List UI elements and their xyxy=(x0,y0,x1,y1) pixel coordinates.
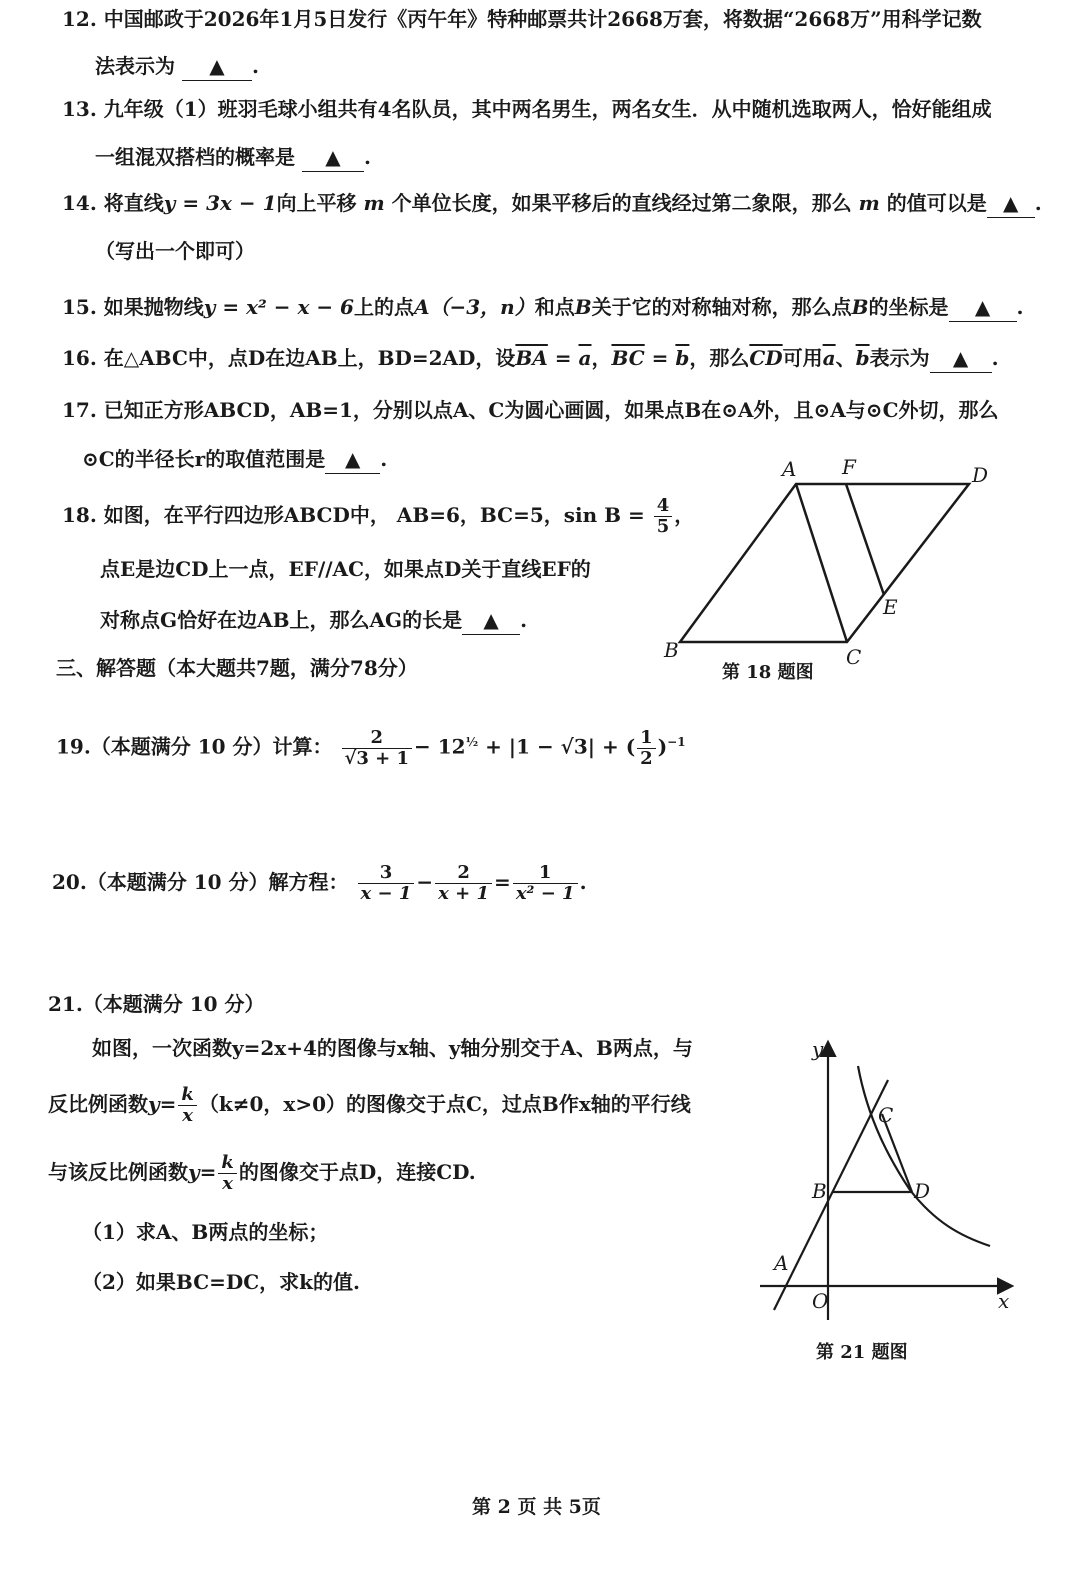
q18-line2 xyxy=(100,555,591,583)
answer-blank: ▲ xyxy=(462,606,520,635)
q16-vector-cd: $\overline{CD}$ xyxy=(749,346,783,370)
fraction-numerator: 3 xyxy=(358,863,415,884)
q16-vector-a: $\overline{a}$ xyxy=(578,346,592,370)
figure-18-caption: 第 18 题图 xyxy=(722,662,814,683)
answer-blank: ▲ xyxy=(930,344,992,373)
fraction-denominator: x xyxy=(182,1105,193,1126)
fraction-numerator: 1 xyxy=(513,863,578,884)
q13-number: 13. xyxy=(62,97,97,121)
q17-text-2: ⊙C的半径长r的取值范围是 xyxy=(82,447,326,471)
q15-text-1: 如果抛物线 xyxy=(103,295,204,319)
q14-var-m: m xyxy=(363,191,385,215)
q14-equation: y = 3x − 1 xyxy=(163,191,277,215)
fraction-numerator: k xyxy=(178,1085,196,1106)
q21-text-2b: （k≠0，x>0）的图像交于点C，过点B作x轴的平行线 xyxy=(198,1092,691,1116)
q20-fraction-3 xyxy=(513,863,578,904)
period: . xyxy=(380,447,388,471)
q18-number: 18. xyxy=(62,503,97,527)
q20-number: 20. xyxy=(52,870,87,894)
fraction-numerator: 1 xyxy=(637,728,656,749)
q16-vector-b: $\overline{b}$ xyxy=(855,346,870,370)
q17-text-1: 已知正方形ABCD，AB=1，分别以点A、C为圆心画圆，如果点B在⊙A外，且⊙A与⊙C外切，那么 xyxy=(103,398,999,422)
minus: − xyxy=(416,870,434,894)
q18-text-2: AB=6，BC=5，sin B = xyxy=(396,503,645,527)
section-3-heading xyxy=(56,654,418,682)
q19-number: 19. xyxy=(56,734,91,759)
q20-fraction-1 xyxy=(358,863,415,904)
q16-vector-b: $\overline{b}$ xyxy=(675,346,690,370)
q16-text-4: 表示为 xyxy=(869,346,930,370)
q12-line1 xyxy=(62,5,982,33)
q21-text: （本题满分 10 分） xyxy=(82,992,265,1016)
q13-line1 xyxy=(62,95,992,123)
q18-text-4: 对称点G恰好在边AB上，那么AG的长是 xyxy=(100,608,463,632)
q21-func-y: y= xyxy=(148,1092,177,1116)
fraction-numerator: k xyxy=(218,1153,236,1174)
q19-paren: ) xyxy=(657,734,668,759)
q21-line1 xyxy=(92,1034,693,1062)
period: . xyxy=(1016,295,1024,319)
label-o: O xyxy=(812,1289,829,1313)
label-a: A xyxy=(782,457,797,481)
comma: ， xyxy=(674,503,695,527)
page-footer xyxy=(472,1493,601,1521)
q12-text-1: 中国邮政于2026年1月5日发行《丙午年》特种邮票共计2668万套，将数据“2668万”用科学记数 xyxy=(103,7,982,31)
fraction-numerator: 2 xyxy=(342,728,413,749)
q14-text-c: 个单位长度，如果平移后的直线经过第二象限，那么 xyxy=(391,191,852,215)
q16-text-3: 可用 xyxy=(782,346,823,370)
label-c: C xyxy=(878,1103,894,1127)
label-d: D xyxy=(914,1179,931,1203)
equals: = xyxy=(644,346,676,370)
q18-text-3: 点E是边CD上一点，EF//AC，如果点D关于直线EF的 xyxy=(100,557,591,581)
period: . xyxy=(251,54,259,78)
q21-fraction-kx xyxy=(218,1153,236,1194)
page-number: 第 2 页 共 5页 xyxy=(472,1496,601,1518)
q21-text-3b: 的图像交于点D，连接CD. xyxy=(238,1160,476,1184)
q13-line2 xyxy=(95,143,371,172)
q15-number: 15. xyxy=(62,295,97,319)
answer-blank: ▲ xyxy=(325,445,380,474)
q13-text-1: 九年级（1）班羽毛球小组共有4名队员，其中两名男生，两名女生．从中随机选取两人，恰好能组成 xyxy=(103,97,992,121)
q16-text-2: ，那么 xyxy=(689,346,750,370)
separator: ， xyxy=(591,346,612,370)
q21-number: 21. xyxy=(48,992,83,1016)
q19-fraction-1 xyxy=(342,728,413,769)
label-x: x xyxy=(998,1289,1010,1313)
q16-vector-a: $\overline{a}$ xyxy=(822,346,836,370)
parallelogram-abcd xyxy=(680,484,969,642)
q15-line xyxy=(62,293,1023,322)
diagonal-ac xyxy=(796,484,847,642)
fraction-denominator: x xyxy=(222,1173,233,1194)
q14-text-d: 的值可以是 xyxy=(886,191,987,215)
q19-fraction-2 xyxy=(637,728,656,769)
q18-line3 xyxy=(100,606,527,635)
period: . xyxy=(1034,191,1042,215)
answer-blank: ▲ xyxy=(182,52,252,81)
q20-line xyxy=(52,862,587,904)
fraction-denominator: x + 1 xyxy=(438,883,490,904)
q21-text-2a: 反比例函数 xyxy=(48,1092,148,1116)
q21-line3 xyxy=(48,1150,476,1194)
equals: = xyxy=(494,870,511,894)
fraction-denominator: x² − 1 xyxy=(515,883,575,904)
q16-vector-bc: $\overline{BC}$ xyxy=(611,346,645,370)
q12-line2 xyxy=(95,52,259,81)
q18-text-1: 如图，在平行四边形ABCD中， xyxy=(103,503,390,527)
period: . xyxy=(579,870,587,894)
q15-equation: y = x² − x − 6 xyxy=(203,295,354,319)
q15-text-3: 和点 xyxy=(534,295,575,319)
q16-text-1: 在△ABC中，点D在边AB上，BD=2AD，设 xyxy=(103,346,516,370)
period: . xyxy=(991,346,999,370)
fraction-denominator: x − 1 xyxy=(360,883,412,904)
answer-blank: ▲ xyxy=(987,189,1035,218)
q14-text-2: （写出一个即可） xyxy=(95,239,255,263)
q21-subquestion-1: （1）求A、B两点的坐标； xyxy=(82,1220,329,1244)
q19-line xyxy=(56,722,686,769)
q14-line1 xyxy=(62,189,1042,218)
section-3-title: 三、解答题（本大题共7题，满分78分） xyxy=(56,656,418,680)
q20-fraction-2 xyxy=(435,863,492,904)
label-f: F xyxy=(842,455,856,479)
segment-ef xyxy=(846,484,884,595)
q19-term-3: + |1 − √3| + ( xyxy=(485,734,636,759)
q20-text: （本题满分 10 分）解方程： xyxy=(86,870,349,894)
q21-text-3a: 与该反比例函数 xyxy=(48,1160,188,1184)
figure-21-caption: 第 21 题图 xyxy=(816,1342,908,1363)
label-e: E xyxy=(883,595,898,619)
q21-subquestion-2: （2）如果BC=DC，求k的值. xyxy=(82,1270,360,1294)
q15-text-2: 上的点 xyxy=(353,295,414,319)
fraction-denominator: 5 xyxy=(656,516,670,537)
period: . xyxy=(363,145,371,169)
q15-point-a: A（−3，n） xyxy=(413,295,535,319)
q21-line2 xyxy=(48,1082,691,1126)
q14-number: 14. xyxy=(62,191,97,215)
q19-exponent-2: −1 xyxy=(667,735,686,749)
q15-text-4: 关于它的对称轴对称，那么点 xyxy=(591,295,852,319)
equals: = xyxy=(547,346,579,370)
label-b: B xyxy=(812,1179,827,1203)
hyperbola-curve xyxy=(858,1066,990,1246)
q16-vector-ba: $\overline{BA}$ xyxy=(515,346,548,370)
q21-sub2 xyxy=(82,1268,360,1296)
answer-blank: ▲ xyxy=(949,293,1017,322)
q19-text: （本题满分 10 分）计算： xyxy=(90,734,333,759)
figure-18 xyxy=(650,450,1010,690)
label-b: B xyxy=(664,638,679,662)
q18-line1 xyxy=(62,496,694,537)
answer-blank: ▲ xyxy=(302,143,364,172)
q17-line1 xyxy=(62,396,998,424)
label-a: A xyxy=(774,1251,789,1275)
q15-point-b: B xyxy=(851,295,869,319)
q21-func-y: y= xyxy=(188,1160,217,1184)
period: . xyxy=(520,608,528,632)
separator: 、 xyxy=(835,346,856,370)
fraction-denominator: √3 + 1 xyxy=(344,747,410,769)
q21-heading xyxy=(48,990,265,1018)
q14-line2 xyxy=(95,237,255,265)
q17-line2 xyxy=(82,445,387,474)
q21-fraction-kx xyxy=(178,1085,196,1126)
fraction-denominator: 2 xyxy=(640,747,653,769)
label-c: C xyxy=(846,645,862,669)
q15-text-5: 的坐标是 xyxy=(868,295,949,319)
q19-term-2: − 12 xyxy=(414,734,466,759)
fraction-numerator: 2 xyxy=(435,863,492,884)
q21-sub1 xyxy=(82,1218,328,1246)
q21-text-1: 如图，一次函数y=2x+4的图像与x轴、y轴分别交于A、B两点，与 xyxy=(92,1036,693,1060)
label-y: y xyxy=(812,1037,824,1061)
q12-text-2: 法表示为 xyxy=(95,54,175,78)
q19-exponent: ½ xyxy=(465,735,479,749)
fraction-numerator: 4 xyxy=(654,496,673,517)
q13-text-2: 一组混双搭档的概率是 xyxy=(95,145,295,169)
q14-text-a: 将直线 xyxy=(103,191,164,215)
q16-number: 16. xyxy=(62,346,97,370)
figure-21 xyxy=(750,1030,1030,1380)
q15-point-b: B xyxy=(574,295,592,319)
q14-text-b: 向上平移 xyxy=(276,191,357,215)
q14-var-m: m xyxy=(858,191,880,215)
q16-line xyxy=(62,344,999,373)
q12-number: 12. xyxy=(62,7,97,31)
label-d: D xyxy=(972,463,989,487)
q17-number: 17. xyxy=(62,398,97,422)
